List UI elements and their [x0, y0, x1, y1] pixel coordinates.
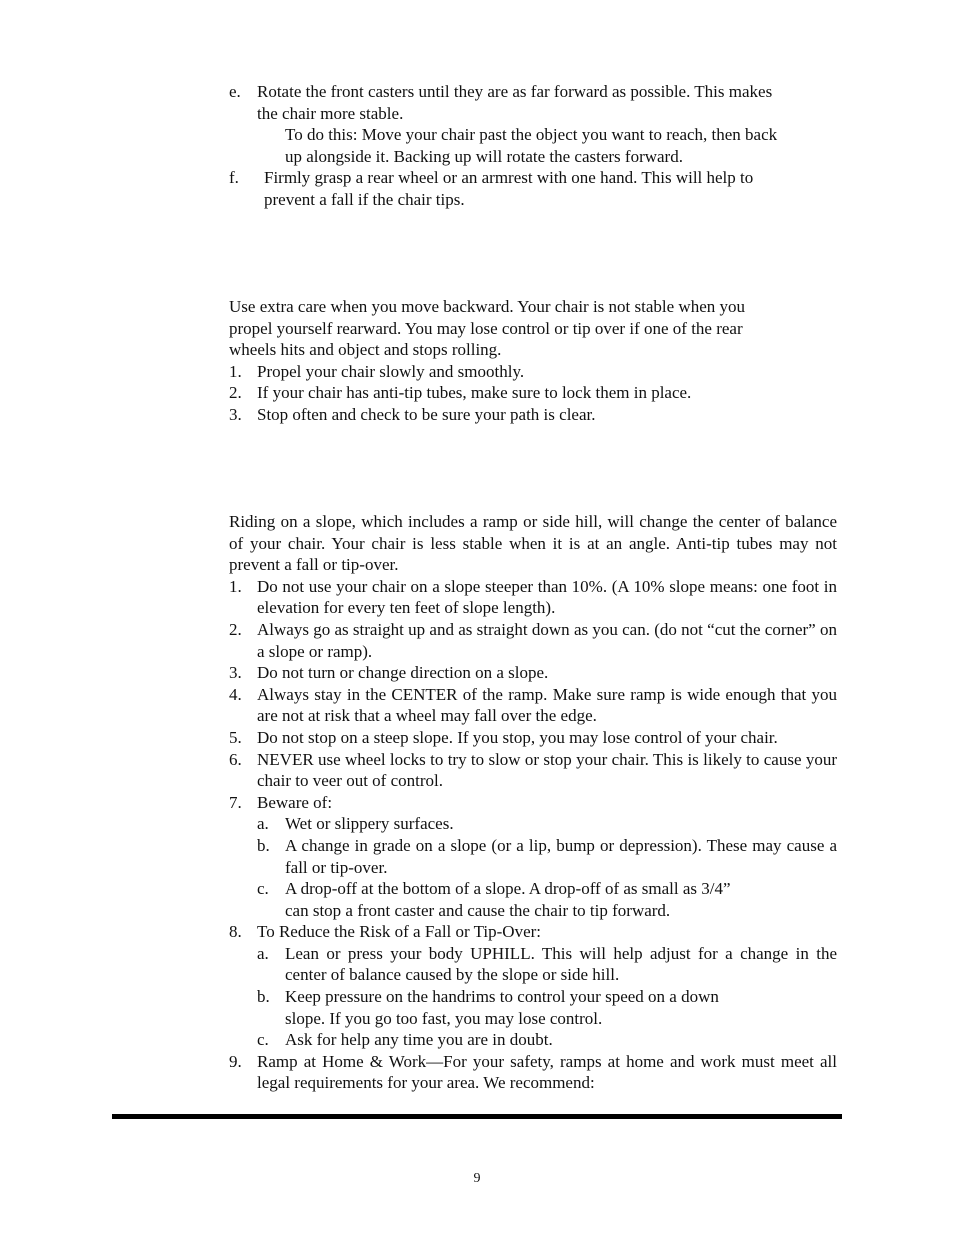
list-item-text: prevent a fall if the chair tips. [264, 189, 465, 209]
list-marker: f. [229, 168, 239, 188]
backward-intro-line: wheels hits and object and stops rolling. [229, 340, 502, 360]
sublist-item [257, 943, 837, 986]
sublist-marker: c. [257, 879, 269, 899]
list-item-e [229, 81, 837, 167]
sublist-marker: b. [257, 987, 270, 1007]
list-marker: 2. [229, 383, 242, 403]
list-item [229, 361, 837, 383]
sublist-marker: b. [257, 835, 270, 855]
sublist-item-text: Wet or slippery surfaces. [285, 814, 454, 834]
list-marker: 1. [229, 576, 242, 596]
sublist-item-text: Keep pressure on the handrims to control your speed on a down [285, 987, 719, 1007]
list-marker: 8. [229, 922, 242, 942]
list-item [229, 619, 837, 662]
list-item-text: Firmly grasp a rear wheel or an armrest with one hand. This will help to [264, 168, 754, 188]
list-marker: 3. [229, 663, 242, 683]
list-item-text: To Reduce the Risk of a Fall or Tip-Over: [257, 922, 542, 942]
list-marker: 5. [229, 727, 242, 747]
sublist-item [257, 878, 837, 921]
list-item-text: Propel your chair slowly and smoothly. [257, 361, 525, 381]
list-item-text: Stop often and check to be sure your path is clear. [257, 404, 596, 424]
list-marker: 2. [229, 619, 242, 639]
list-item-text: If your chair has anti-tip tubes, make sure to lock them in place. [257, 383, 692, 403]
list-item [229, 662, 837, 684]
list-item-text: Beware of: [257, 792, 333, 812]
backward-section [229, 296, 837, 426]
list-marker: e. [229, 82, 241, 101]
list-item-text: Ramp at Home & Work—For your safety, ramps at home and work must meet all legal requirements for your area. We recommend: [257, 1051, 837, 1093]
list-item [229, 921, 837, 943]
sublist-item-text: Ask for help any time you are in doubt. [285, 1030, 553, 1050]
slope-intro: Riding on a slope, which includes a ramp or side hill, will change the center of balance of your chair. Your chair is less stable when it is at an angle. Anti-tip tubes may not prevent a fall or tip-over. [229, 512, 837, 575]
sublist-item-text: A drop-off at the bottom of a slope. A drop-off of as small as 3/4” [285, 879, 731, 899]
list-item-text: Do not use your chair on a slope steeper than 10%. (A 10% slope means: one foot in elevation for every ten feet of slope length). [257, 576, 837, 618]
beware-sublist [257, 813, 837, 921]
backward-intro-line: Use extra care when you move backward. Your chair is not stable when you [229, 297, 745, 316]
reduce-risk-sublist [257, 943, 837, 1051]
list-marker: 6. [229, 749, 242, 769]
list-item-text: Always go as straight up and as straight down as you can. (do not “cut the corner” on a slope or ramp). [257, 619, 837, 661]
sublist-marker: a. [257, 814, 269, 834]
list-marker: 9. [229, 1051, 242, 1071]
sublist-item [257, 986, 837, 1029]
sublist-marker: a. [257, 943, 269, 963]
list-item-text: Do not stop on a steep slope. If you stop, you may lose control of your chair. [257, 727, 778, 747]
footer-rule [112, 1114, 842, 1119]
list-item-text: the chair more stable. [257, 103, 404, 123]
backward-intro-line: propel yourself rearward. You may lose control or tip over if one of the rear [229, 318, 743, 338]
list-item-text: Rotate the front casters until they are as far forward as possible. This makes [257, 82, 773, 101]
list-item [229, 404, 837, 426]
list-marker: 1. [229, 361, 242, 381]
list-marker: 3. [229, 404, 242, 424]
list-item-detail: To do this: Move your chair past the object you want to reach, then back [285, 125, 778, 145]
list-item-text: NEVER use wheel locks to try to slow or stop your chair. This is likely to cause your chair to veer out of control. [257, 749, 837, 791]
list-item [229, 1051, 837, 1094]
sublist-marker: c. [257, 1030, 269, 1050]
list-item-f [229, 167, 837, 210]
page-number: 9 [473, 1171, 481, 1186]
top-list [229, 81, 837, 211]
list-item-text: Do not turn or change direction on a slope. [257, 663, 549, 683]
sublist-item-text: can stop a front caster and cause the chair to tip forward. [285, 900, 671, 920]
sublist-item-text: Lean or press your body UPHILL. This will help adjust for a change in the center of balance caused by the slope or side hill. [285, 943, 837, 985]
list-marker: 7. [229, 792, 242, 812]
list-item [229, 684, 837, 727]
list-item-detail: up alongside it. Backing up will rotate the casters forward. [285, 146, 683, 166]
sublist-item [257, 813, 837, 835]
sublist-item-text: slope. If you go too fast, you may lose control. [285, 1008, 603, 1028]
sublist-item [257, 1029, 837, 1051]
list-item [229, 576, 837, 619]
list-marker: 4. [229, 684, 242, 704]
list-item [229, 792, 837, 814]
sublist-item-text: A change in grade on a slope (or a lip, bump or depression). These may cause a fall or tip-over. [285, 835, 837, 877]
list-item-text: Always stay in the CENTER of the ramp. Make sure ramp is wide enough that you are not at risk that a wheel may fall over the edge. [257, 684, 837, 726]
slope-section [229, 511, 837, 1094]
list-item [229, 727, 837, 749]
sublist-item [257, 835, 837, 878]
list-item [229, 749, 837, 792]
list-item [229, 382, 837, 404]
